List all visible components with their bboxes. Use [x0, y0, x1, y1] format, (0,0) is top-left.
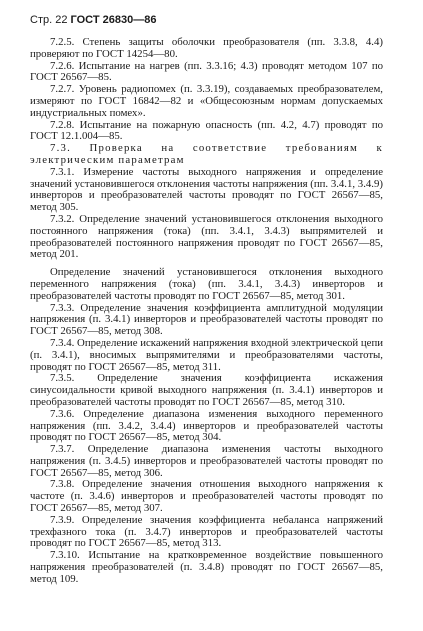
paragraph-7-3-4: 7.3.4. Определение искажений напряжения входной электрической цепи (п. 3.4.1), вносимых выпрямителями и преобразователями частоты, проводят по ГОСТ 26567—85, метод 311. — [30, 336, 383, 373]
paragraph-7-3-5: 7.3.5. Определение значения коэффициента искажения синусоидальности кривой выходного напряжения (п. 3.4.1) инверторов и преобразователей частоты проводят по ГОСТ 26567—85, метод 310. — [30, 372, 383, 408]
paragraph-7-2-8: 7.2.8. Испытание на пожарную опасность (пп. 4.2, 4.7) проводят по ГОСТ 12.1.004—85. — [30, 118, 383, 143]
paragraph-7-3-10: 7.3.10. Испытание на кратковременное воздействие повышенного напряжения преобразователей (п. 3.4.8) проводят по ГОСТ 26567—85, метод 109. — [30, 549, 383, 585]
document-body — [30, 37, 383, 586]
section-heading-7-3: 7.3. Проверка на соответствие требованиям к электрическим параметрам — [30, 142, 383, 166]
paragraph-7-3-8: 7.3.8. Определение значения отношения выходного напряжения к частоте (п. 3.4.6) инверторов и преобразователей частоты проводят по ГОСТ 26567—85, метод 307. — [30, 478, 383, 515]
paragraph-7-3-2-continued: Определение значений установившегося отклонения выходного переменного напряжения (тока) (пп. 3.4.1, 3.4.3) инверторов и преобразователей частоты проводят по ГОСТ 26567—85, метод 301. — [30, 266, 383, 302]
page-header — [30, 14, 383, 26]
paragraph-7-2-5: 7.2.5. Степень защиты оболочки преобразователя (пп. 3.3.8, 4.4) проверяют по ГОСТ 14254—80. — [30, 36, 383, 60]
page-number: Стр. 22 — [30, 14, 68, 26]
paragraph-7-2-6: 7.2.6. Испытание на нагрев (пп. 3.3.16; 4.3) проводят методом 107 по ГОСТ 26567—85. — [30, 59, 383, 84]
paragraph-7-3-3: 7.3.3. Определение значения коэффициента амплитудной модуляции напряжения (п. 3.4.1) инверторов и преобразователей частоты проводят по ГОСТ 26567—85, метод 308. — [30, 301, 383, 338]
paragraph-7-3-9: 7.3.9. Определение значения коэффициента небаланса напряжений трехфазного тока (п. 3.4.7) инверторов и преобразователей частоты проводят по ГОСТ 26567—85, метод 313. — [30, 513, 383, 550]
paragraph-7-3-2: 7.3.2. Определение значений установившегося отклонения выходного постоянного напряжения (тока) (пп. 3.4.1, 3.4.3) выпрямителей и преобразователей постоянного напряжения проводят по ГОСТ 26567—85, метод 201. — [30, 212, 383, 261]
paragraph-7-3-6: 7.3.6. Определение диапазона изменения выходного переменного напряжения (пп. 3.4.2, 3.4.4) инверторов и преобразователей частоты проводят по ГОСТ 26567—85, метод 304. — [30, 407, 383, 444]
standard-number: ГОСТ 26830—86 — [70, 14, 157, 26]
paragraph-7-2-7: 7.2.7. Уровень радиопомех (п. 3.3.19), создаваемых преобразователем, измеряют по ГОСТ 16842—82 и «Общесоюзным нормам допускаемых индустриальных помех». — [30, 83, 383, 119]
paragraph-7-3-1: 7.3.1. Измерение частоты выходного напряжения и определение значений установившегося отклонения частоты напряжения (пп. 3.4.1, 3.4.9) инверторов и преобразователей частоты проводят по ГОСТ 26567—85, метод 305. — [30, 165, 383, 214]
paragraph-7-3-7: 7.3.7. Определение диапазона изменения частоты выходного напряжения (п. 3.4.5) инверторов и преобразователей частоты проводят по ГОСТ 26567—85, метод 306. — [30, 443, 383, 479]
